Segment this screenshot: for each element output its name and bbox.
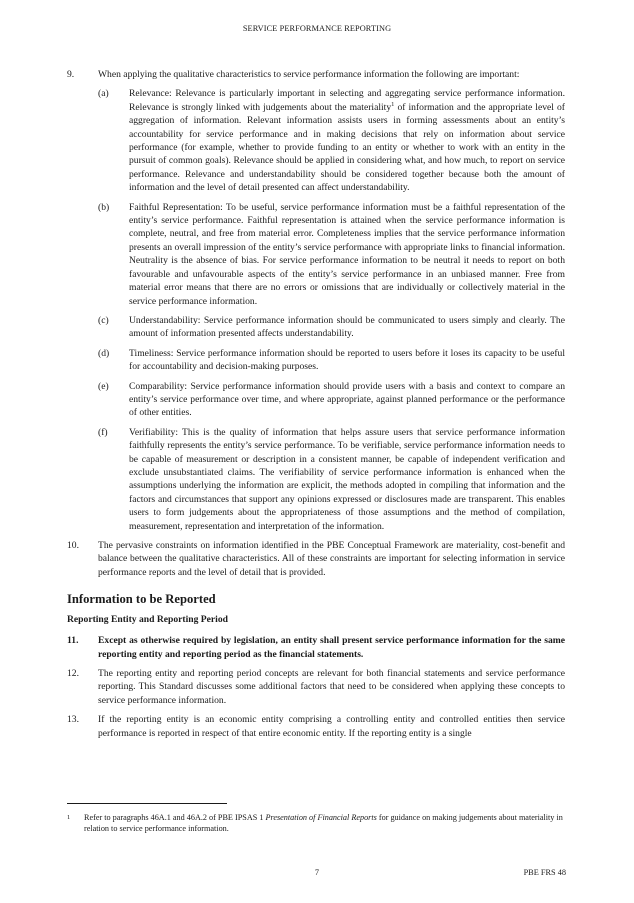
subparagraph-e [98,380,565,420]
footnote [67,812,565,835]
footnote-number: 1 [67,814,71,821]
subparagraph-letter: (d) [98,347,110,359]
subparagraph-letter: (c) [98,314,109,326]
paragraph-9 [67,68,565,533]
subparagraph-f [98,426,565,533]
paragraph-10 [67,539,565,579]
subsection-heading: Reporting Entity and Reporting Period [67,614,228,626]
subparagraph-b [98,201,565,308]
paragraph-text: If the reporting entity is an economic entity comprising a controlling entity and controlled entities then service performance is reported in respect of that entire economic entity. If the reporting entity is a single [98,714,565,739]
page-number: 7 [314,868,320,877]
footnote-cited-title: Presentation of Financial Reports [265,813,377,822]
section-heading: Information to be Reported [67,592,216,607]
paragraph-11 [67,634,565,661]
subparagraph-text: Understandability: Service performance information should be communicated to users simply and clearly. The amount of information presented affects understandability. [129,314,565,340]
paragraph-number: 12. [67,668,79,680]
paragraph-text: Except as otherwise required by legislation, an entity shall present service performance information for the same reporting entity and reporting period as the financial statements. [98,635,565,660]
paragraph-number: 9. [67,69,75,80]
subparagraph-letter: (f) [98,426,108,438]
footnote-text: Refer to paragraphs 46A.1 and 46A.2 of PBE IPSAS 1 [84,813,266,822]
subparagraph-text: Timeliness: Service performance information should be reported to users before it loses its capacity to be useful for accountability and decision-making purposes. [129,347,565,373]
subparagraph-text: Relevance: Relevance is particularly important in selecting and aggregating service performance information. Relevance is strongly linked with judgements about the materiality [129,88,565,113]
paragraph-12 [67,667,565,707]
subparagraph-letter: (b) [98,201,110,213]
page-body [67,68,565,746]
paragraph-text: When applying the qualitative characteristics to service performance information the following are important: [98,69,520,80]
subparagraph-a [98,87,565,194]
paragraph-13 [67,713,565,740]
footnote-text-continued: for guidance on making judgements about materiality in relation to service performance information. [84,813,563,834]
standard-name: PBE FRS 48 [523,868,566,877]
running-header: SERVICE PERFORMANCE REPORTING [242,24,392,33]
subparagraph-text-continued: of information and the appropriate level of aggregation of information. Relevant information assists users in forming assessments about an entity’s accountability for service performance and in making decisions that rely on information about service performance (for example, whether to provide funding to an entity or whether to work with an entity in the pursuit of common goals). Relevance should be applied in considering what, and how much, to report on service performance. Relevance and understandability should be considered together because both the amount of information and the level of detail presented can affect understandability. [129,101,565,194]
paragraph-number: 10. [67,540,79,551]
paragraph-text: The reporting entity and reporting period concepts are relevant for both financial statements and service performance reporting. This Standard discusses some additional factors that need to be considered when applying these concepts to service performance information. [98,668,565,706]
subparagraph-letter: (e) [98,380,109,392]
paragraph-number: 11. [67,635,79,647]
subparagraph-letter: (a) [98,88,109,100]
footnote-separator [67,803,227,804]
paragraph-number: 13. [67,714,79,726]
subparagraph-c [98,314,565,341]
subparagraph-d [98,347,565,374]
subparagraph-text: Faithful Representation: To be useful, service performance information must be a faithful representation of the entity’s service performance. Faithful representation is attained when the service performance information is complete, neutral, and free from material error. Completeness implies that the service performance information presents an overall impression of the entity’s service performance with appropriate links to financial information. Neutrality is the absence of bias. For service performance information to be neutral it needs to report on both favourable and unfavourable aspects of the entity’s service performance in an unbiased manner. Free from material error means that there are no errors or omissions that are individually or collectively material in the service performance information. [129,201,565,307]
footnote-reference[interactable]: 1 [391,100,395,108]
paragraph-text: The pervasive constraints on information identified in the PBE Conceptual Framework are materiality, cost-benefit and balance between the qualitative characteristics. All of these constraints are important for selecting information in service performance reports and the level of detail that is provided. [98,540,565,578]
subparagraph-text: Comparability: Service performance information should provide users with a basis and context to compare an entity’s service performance over time, and where appropriate, against planned performance or the performance of other entities. [129,380,565,419]
subparagraph-text: Verifiability: This is the quality of information that helps assure users that service performance information faithfully represents the entity’s service performance. To be verifiable, service performance information needs to be capable of measurement or description in a consistent manner, be capable of independent verification and exclude unsubstantiated claims. The verifiability of service performance information is enhanced when the assumptions underlying the information are explicit, the methods adopted in compiling that information and the factors and circumstances that support any opinions expressed or disclosures made are transparent. This enables users to form judgements about the appropriateness of those assumptions and the method of compilation, measurement, representation and interpretation of the information. [129,426,565,532]
